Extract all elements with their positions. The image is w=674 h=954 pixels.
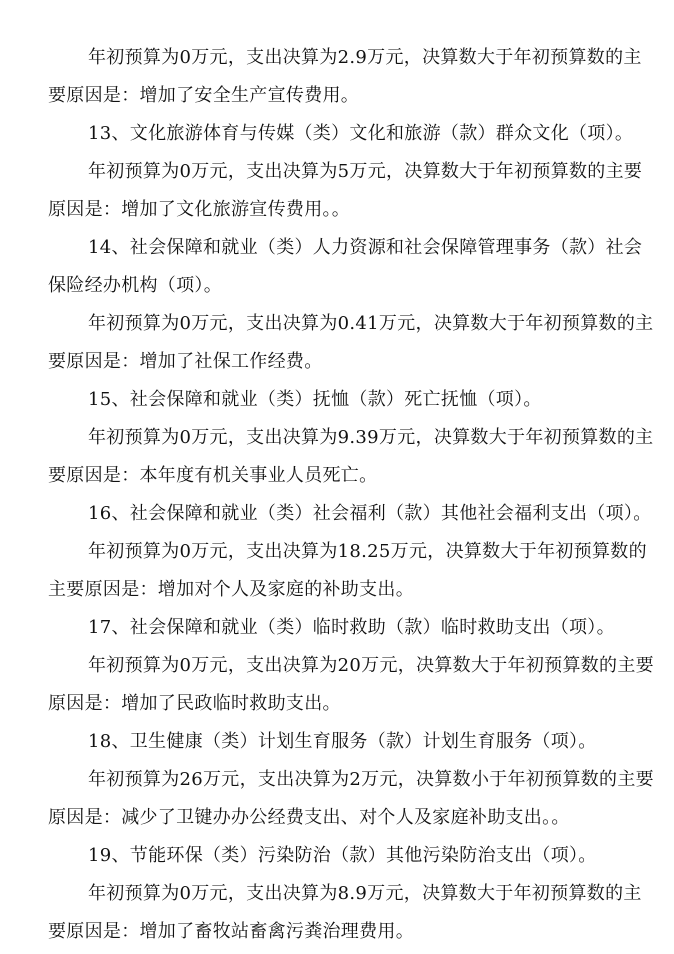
- item-heading: 14、社会保障和就业（类）人力资源和社会保障管理事务（款）社会: [88, 237, 643, 258]
- text-line: 原因是：减少了卫键办办公经费支出、对个人及家庭补助支出。。: [48, 807, 570, 828]
- text-line: 要原因是：增加了畜牧站畜禽污粪治理费用。: [48, 921, 414, 942]
- text-line: 要原因是：增加了安全生产宣传费用。: [48, 85, 360, 106]
- text-line: 主要原因是：增加对个人及家庭的补助支出。: [48, 579, 414, 600]
- text-line: 原因是：增加了民政临时救助支出。: [48, 693, 341, 714]
- item-heading: 18、卫生健康（类）计划生育服务（款）计划生育服务（项）。: [88, 731, 597, 752]
- text-line: 年初预算为0万元，支出决算为8.9万元，决算数大于年初预算数的主: [88, 883, 642, 904]
- item-heading: 13、文化旅游体育与传媒（类）文化和旅游（款）群众文化（项）。: [88, 123, 634, 144]
- text-line: 年初预算为0万元，支出决算为9.39万元，决算数大于年初预算数的主: [88, 427, 654, 448]
- item-heading: 17、社会保障和就业（类）临时救助（款）临时救助支出（项）。: [88, 617, 615, 638]
- text-line: 要原因是：增加了社保工作经费。: [48, 351, 323, 372]
- item-heading: 15、社会保障和就业（类）抚恤（款）死亡抚恤（项）。: [88, 389, 542, 410]
- item-heading-cont: 保险经办机构（项）。: [48, 275, 222, 296]
- text-line: 年初预算为0万元，支出决算为0.41万元，决算数大于年初预算数的主: [88, 313, 654, 334]
- item-heading: 19、节能环保（类）污染防治（款）其他污染防治支出（项）。: [88, 845, 597, 866]
- text-line: 原因是：增加了文化旅游宣传费用。。: [48, 199, 351, 220]
- text-line: 年初预算为0万元，支出决算为20万元，决算数大于年初预算数的主要: [88, 655, 654, 676]
- text-line: 年初预算为26万元，支出决算为2万元，决算数小于年初预算数的主要: [88, 769, 654, 790]
- text-line: 要原因是：本年度有机关事业人员死亡。: [48, 465, 378, 486]
- text-line: 年初预算为0万元，支出决算为2.9万元，决算数大于年初预算数的主: [88, 47, 642, 68]
- text-line: 年初预算为0万元，支出决算为5万元，决算数大于年初预算数的主要: [88, 161, 643, 182]
- item-heading: 16、社会保障和就业（类）社会福利（款）其他社会福利支出（项）。: [88, 503, 652, 524]
- text-line: 年初预算为0万元，支出决算为18.25万元，决算数大于年初预算数的: [88, 541, 647, 562]
